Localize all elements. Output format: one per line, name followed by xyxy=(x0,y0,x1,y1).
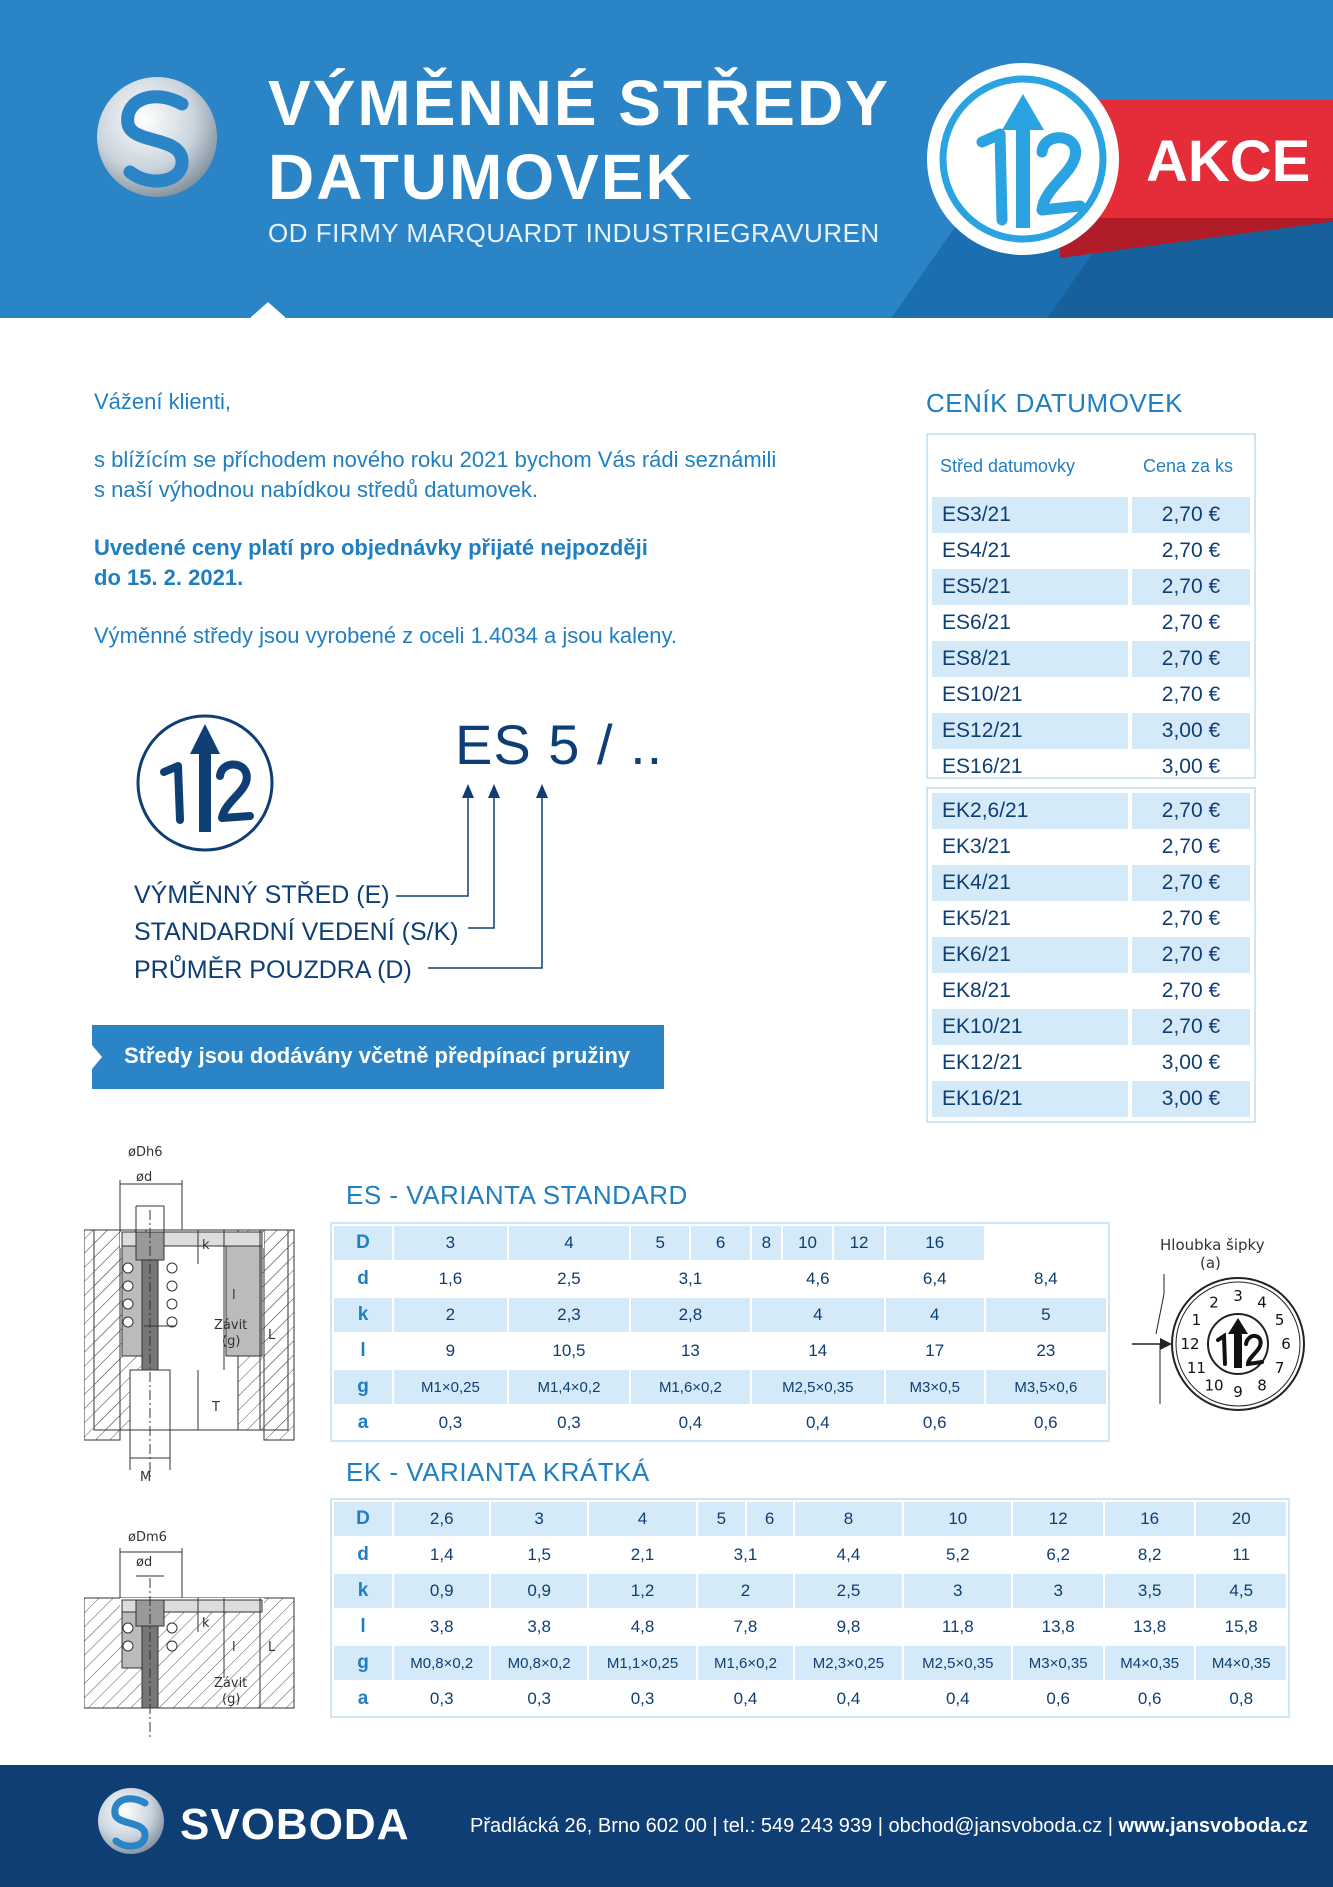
svoboda-footer-logo-icon xyxy=(96,1786,166,1856)
price-col-1: Střed datumovky xyxy=(940,455,1076,476)
price-row xyxy=(932,1045,1254,1081)
spec-cell: 10,5 xyxy=(552,1341,586,1360)
price-item-price: 2,70 € xyxy=(1161,907,1221,930)
spec-cell: 2,1 xyxy=(630,1545,655,1564)
spec-cell: 6 xyxy=(747,1502,793,1536)
price-item-code: EK8/21 xyxy=(942,979,1011,1002)
spec-cell: 3,5 xyxy=(1105,1574,1194,1608)
spec-cell: 4,5 xyxy=(1196,1574,1286,1608)
ek-dim-d: ød xyxy=(136,1555,153,1570)
spec-cell: 0,6 xyxy=(1046,1689,1071,1708)
spec-cell: M2,5×0,35 xyxy=(752,1370,884,1404)
spec-cell: 3 xyxy=(394,1226,507,1260)
price-item-price: 2,70 € xyxy=(1161,539,1221,562)
dial-number: 3 xyxy=(1233,1287,1243,1305)
spec-row-a xyxy=(334,1406,1106,1440)
price-row xyxy=(932,793,1254,829)
price-item-price: 2,70 € xyxy=(1132,1009,1250,1045)
ek-technical-drawing xyxy=(84,1528,314,1738)
spec-cell: 2 xyxy=(698,1574,793,1608)
spec-cell: 0,3 xyxy=(429,1689,454,1708)
dial-number: 2 xyxy=(1209,1293,1219,1312)
spec-cell: 17 xyxy=(925,1341,945,1360)
spec-cell: 2,5 xyxy=(795,1574,902,1608)
spec-cell: 1,6 xyxy=(438,1269,463,1288)
price-item-code: ES8/21 xyxy=(932,641,1128,677)
spec-cell: M1,4×0,2 xyxy=(509,1370,629,1404)
spec-cell: 0,8 xyxy=(1229,1689,1254,1708)
spec-cell: 15,8 xyxy=(1224,1617,1258,1636)
spec-cell: 16 xyxy=(886,1226,984,1260)
price-item-code: ES3/21 xyxy=(932,497,1128,533)
spec-row-label: D xyxy=(334,1226,392,1260)
spec-cell: 4,6 xyxy=(805,1269,830,1288)
spec-row-label: d xyxy=(357,1544,369,1565)
spec-cell: 6 xyxy=(691,1226,749,1260)
label-standardni-vedeni: STANDARDNÍ VEDENÍ (S/K) xyxy=(134,918,459,946)
spec-cell: 4,8 xyxy=(630,1617,655,1636)
price-item-price: 3,00 € xyxy=(1132,713,1250,749)
dial-number: 8 xyxy=(1257,1376,1267,1395)
spec-cell: 1,5 xyxy=(527,1545,551,1564)
ek-dim-L: L xyxy=(268,1640,276,1655)
price-item-code: ES12/21 xyxy=(932,713,1128,749)
price-row xyxy=(932,1009,1254,1045)
spec-row-d xyxy=(334,1262,1106,1296)
price-row xyxy=(932,1081,1254,1117)
price-item-price: 2,70 € xyxy=(1132,569,1250,605)
spec-cell: M0,8×0,2 xyxy=(491,1646,586,1680)
spec-cell: 1,2 xyxy=(589,1574,696,1608)
price-item-code: ES10/21 xyxy=(942,683,1023,706)
spec-cell: 2 xyxy=(394,1298,507,1332)
intro-line-2: s naší výhodnou nabídkou středů datumovek. xyxy=(94,477,538,502)
header-notch xyxy=(250,302,286,318)
price-table-es xyxy=(926,433,1256,779)
price-row xyxy=(932,749,1254,785)
spec-cell: 0,3 xyxy=(527,1689,551,1708)
ek-spec-table xyxy=(330,1498,1290,1718)
info-text: Středy jsou dodávány včetně předpínací pružiny xyxy=(124,1043,631,1068)
spec-cell: 8 xyxy=(795,1502,902,1536)
spec-cell: 9 xyxy=(445,1341,456,1360)
spec-cell: 5 xyxy=(986,1298,1106,1332)
label-vymenny-stred: VÝMĚNNÝ STŘED (E) xyxy=(134,881,390,909)
spec-row-g xyxy=(334,1370,1106,1404)
spec-row-label: k xyxy=(334,1574,392,1608)
depth-label-a: (a) xyxy=(1200,1254,1221,1272)
dial-number: 12 xyxy=(1180,1335,1200,1353)
price-item-price: 2,70 € xyxy=(1132,865,1250,901)
es-thread-g: (g) xyxy=(222,1334,241,1349)
spec-row-a xyxy=(334,1682,1286,1716)
info-arrow-icon xyxy=(92,1045,102,1069)
dial-number: 11 xyxy=(1186,1359,1206,1377)
price-list-title: CENÍK DATUMOVEK xyxy=(926,388,1183,418)
price-row xyxy=(932,497,1254,533)
spec-cell: M4×0,35 xyxy=(1105,1646,1194,1680)
title-line-2: DATUMOVEK xyxy=(268,141,694,213)
price-row xyxy=(932,901,1254,937)
spec-row-l xyxy=(334,1334,1106,1368)
spec-cell: 3 xyxy=(1013,1574,1102,1608)
price-item-price: 2,70 € xyxy=(1132,937,1250,973)
depth-label: Hloubka šipky xyxy=(1160,1236,1265,1254)
spec-cell: 4 xyxy=(752,1298,884,1332)
intro-line-1: s blížícím se příchodem nového roku 2021 bychom Vás rádi seznámili xyxy=(94,447,777,472)
spec-cell: 5 xyxy=(698,1502,744,1536)
price-item-price: 2,70 € xyxy=(1132,641,1250,677)
price-item-code: ES5/21 xyxy=(932,569,1128,605)
spec-cell: 4 xyxy=(589,1502,696,1536)
spec-row-label: a xyxy=(357,1688,369,1709)
price-item-code: EK12/21 xyxy=(942,1051,1023,1074)
spec-row-k xyxy=(334,1574,1286,1608)
es-dim-M: M xyxy=(140,1470,152,1485)
dial-number: 1 xyxy=(1191,1311,1202,1329)
spec-cell: 0,6 xyxy=(922,1413,947,1432)
spec-cell: 0,3 xyxy=(557,1413,581,1432)
spec-cell: M3×0,35 xyxy=(1013,1646,1102,1680)
price-row xyxy=(932,641,1254,677)
spec-cell: 23 xyxy=(1036,1341,1056,1360)
es-technical-drawing xyxy=(84,1140,314,1500)
price-row xyxy=(932,533,1254,569)
es-dim-dh: øDh6 xyxy=(128,1145,163,1160)
ek-thread-g: (g) xyxy=(222,1692,241,1707)
spec-cell: 5,2 xyxy=(945,1545,970,1564)
spec-cell: 0,9 xyxy=(394,1574,489,1608)
spec-cell: 3 xyxy=(904,1574,1011,1608)
price-item-price: 2,70 € xyxy=(1161,835,1221,858)
spec-cell: 2,6 xyxy=(394,1502,489,1536)
spec-cell: 0,4 xyxy=(945,1689,970,1708)
price-item-price: 2,70 € xyxy=(1161,611,1221,634)
es-dim-T: T xyxy=(212,1400,220,1415)
spec-cell: 4 xyxy=(509,1226,629,1260)
spec-cell: 4,4 xyxy=(836,1545,861,1564)
es-section-title: ES - VARIANTA STANDARD xyxy=(346,1180,688,1210)
footer-brand: SVOBODA xyxy=(180,1800,410,1849)
es-thread-label: Závit xyxy=(214,1318,248,1333)
spec-cell: M3,5×0,6 xyxy=(986,1370,1106,1404)
stamp-21-icon xyxy=(134,712,276,854)
es-dim-k: k xyxy=(202,1238,210,1253)
price-row xyxy=(932,937,1254,973)
spec-cell: 8 xyxy=(752,1226,781,1260)
spec-cell: M3×0,5 xyxy=(886,1370,984,1404)
footer-website-link[interactable]: www.jansvoboda.cz xyxy=(1118,1815,1308,1837)
price-item-price: 2,70 € xyxy=(1132,497,1250,533)
spec-row-label: D xyxy=(334,1502,392,1536)
spec-cell: 12 xyxy=(834,1226,884,1260)
dial-number: 9 xyxy=(1233,1383,1243,1401)
spec-cell: 3,8 xyxy=(429,1617,454,1636)
spec-cell: 0,6 xyxy=(1137,1689,1162,1708)
dial-number: 4 xyxy=(1257,1293,1267,1312)
spec-cell: 2,5 xyxy=(557,1269,581,1288)
spec-cell: 3,1 xyxy=(678,1269,703,1288)
es-spec-table xyxy=(330,1222,1110,1442)
spec-row-label: l xyxy=(360,1616,366,1637)
price-row xyxy=(932,605,1254,641)
price-row xyxy=(932,677,1254,713)
akce-badge: AKCE xyxy=(1146,129,1311,194)
ek-dim-k: k xyxy=(202,1616,210,1631)
price-row xyxy=(932,829,1254,865)
title-line-1: VÝMĚNNÉ STŘEDY xyxy=(268,67,890,139)
spec-cell: 0,6 xyxy=(1034,1413,1058,1432)
price-row xyxy=(932,713,1254,749)
ek-dim-l: l xyxy=(232,1640,236,1655)
price-item-price: 2,70 € xyxy=(1132,793,1250,829)
spec-row-label: g xyxy=(334,1646,392,1680)
spec-cell: 7,8 xyxy=(733,1617,758,1636)
spec-row-D xyxy=(334,1502,1286,1536)
spec-cell: 9,8 xyxy=(836,1617,861,1636)
spec-cell: M1×0,25 xyxy=(394,1370,507,1404)
spec-row-label: g xyxy=(334,1370,392,1404)
price-item-price: 3,00 € xyxy=(1161,755,1221,778)
spec-row-k xyxy=(334,1298,1106,1332)
spec-row-label: k xyxy=(334,1298,392,1332)
dial-number: 6 xyxy=(1281,1335,1291,1353)
es-dim-l: l xyxy=(232,1288,236,1303)
ek-dim-dm: øDm6 xyxy=(128,1530,167,1545)
price-item-code: EK3/21 xyxy=(942,835,1011,858)
price-item-code: ES16/21 xyxy=(942,755,1023,778)
spec-row-label: a xyxy=(357,1412,369,1433)
validity-line-2: do 15. 2. 2021. xyxy=(94,565,244,590)
spec-cell: 8,2 xyxy=(1137,1545,1162,1564)
dial-number: 10 xyxy=(1204,1376,1224,1395)
spec-cell: 3,8 xyxy=(527,1617,551,1636)
spec-cell: M0,8×0,2 xyxy=(394,1646,489,1680)
spec-cell: 0,4 xyxy=(805,1413,830,1432)
spec-cell: M1,6×0,2 xyxy=(698,1646,793,1680)
spec-cell: 6,2 xyxy=(1046,1545,1071,1564)
price-table-ek xyxy=(926,787,1256,1123)
spec-cell: 2,3 xyxy=(509,1298,629,1332)
es-dim-d: ød xyxy=(136,1170,153,1185)
spec-cell: M2,3×0,25 xyxy=(795,1646,902,1680)
price-item-code: EK4/21 xyxy=(932,865,1128,901)
spec-cell: M4×0,35 xyxy=(1196,1646,1286,1680)
price-col-2: Cena za ks xyxy=(1142,455,1234,476)
price-item-code: EK2,6/21 xyxy=(932,793,1128,829)
spec-cell: 12 xyxy=(1013,1502,1102,1536)
price-item-code: EK10/21 xyxy=(932,1009,1128,1045)
ek-thread-label: Závit xyxy=(214,1676,248,1691)
material-note: Výměnné středy jsou vyrobené z oceli 1.4034 a jsou kaleny. xyxy=(94,623,677,648)
spec-row-label: d xyxy=(357,1268,369,1289)
price-item-price: 2,70 € xyxy=(1161,979,1221,1002)
price-item-price: 3,00 € xyxy=(1132,1081,1250,1117)
price-row xyxy=(932,569,1254,605)
spec-cell: M1,6×0,2 xyxy=(631,1370,750,1404)
spec-cell: M2,5×0,35 xyxy=(904,1646,1011,1680)
greeting: Vážení klienti, xyxy=(94,389,231,414)
spec-cell: 1,4 xyxy=(429,1545,454,1564)
footer-address: Přadlácká 26, Brno 602 00 | tel.: 549 243 939 | obchod@jansvoboda.cz | xyxy=(470,1815,1119,1837)
subtitle: OD FIRMY MARQUARDT INDUSTRIEGRAVUREN xyxy=(268,218,880,248)
spec-cell: 3,1 xyxy=(733,1545,758,1564)
spec-row-label: l xyxy=(360,1340,366,1361)
spec-row-g xyxy=(334,1646,1286,1680)
spec-cell: 0,4 xyxy=(678,1413,703,1432)
spec-cell: 14 xyxy=(808,1341,828,1360)
price-item-price: 2,70 € xyxy=(1161,683,1221,706)
validity-line-1: Uvedené ceny platí pro objednávky přijaté nejpozději xyxy=(94,535,648,560)
price-item-price: 3,00 € xyxy=(1161,1051,1221,1074)
spec-cell: 0,3 xyxy=(630,1689,655,1708)
price-row xyxy=(932,973,1254,1009)
label-prumer-pouzdra: PRŮMĚR POUZDRA (D) xyxy=(134,956,412,984)
spec-cell: M1,1×0,25 xyxy=(589,1646,696,1680)
spec-cell: 0,9 xyxy=(491,1574,586,1608)
spec-row-l xyxy=(334,1610,1286,1644)
spec-cell: 3 xyxy=(491,1502,586,1536)
spec-cell: 0,4 xyxy=(733,1689,758,1708)
spec-cell: 16 xyxy=(1105,1502,1194,1536)
svoboda-s-logo-icon xyxy=(94,74,220,200)
spec-cell: 0,3 xyxy=(438,1413,463,1432)
spec-row-d xyxy=(334,1538,1286,1572)
price-item-code: ES4/21 xyxy=(942,539,1011,562)
spec-cell: 0,4 xyxy=(836,1689,861,1708)
spec-cell: 13 xyxy=(680,1341,700,1360)
price-item-code: ES6/21 xyxy=(942,611,1011,634)
dial-number: 5 xyxy=(1274,1311,1285,1329)
footer-contact xyxy=(470,1815,1308,1838)
spec-cell: 11 xyxy=(1232,1545,1251,1564)
code-example: ES 5 / .. xyxy=(455,713,664,776)
price-item-code: EK6/21 xyxy=(932,937,1128,973)
spec-cell: 10 xyxy=(904,1502,1011,1536)
spec-cell: 8,4 xyxy=(1034,1269,1058,1288)
price-item-code: EK5/21 xyxy=(942,907,1011,930)
spec-cell: 11,8 xyxy=(941,1617,974,1636)
spec-cell: 5 xyxy=(631,1226,689,1260)
spec-cell: 13,8 xyxy=(1133,1617,1167,1636)
spec-cell: 2,8 xyxy=(631,1298,750,1332)
spec-cell: 10 xyxy=(783,1226,832,1260)
ek-section-title: EK - VARIANTA KRÁTKÁ xyxy=(346,1457,650,1487)
dial-number: 7 xyxy=(1274,1359,1285,1377)
spec-cell: 4 xyxy=(886,1298,984,1332)
price-item-code: EK16/21 xyxy=(932,1081,1128,1117)
spec-row-D xyxy=(334,1226,1106,1260)
spec-cell: 13,8 xyxy=(1041,1617,1075,1636)
price-row xyxy=(932,865,1254,901)
spec-cell: 6,4 xyxy=(922,1269,947,1288)
spec-cell: 20 xyxy=(1196,1502,1286,1536)
date-dial-drawing xyxy=(1120,1264,1320,1414)
datestamp-21-icon xyxy=(924,60,1122,258)
es-dim-L: L xyxy=(268,1328,276,1343)
